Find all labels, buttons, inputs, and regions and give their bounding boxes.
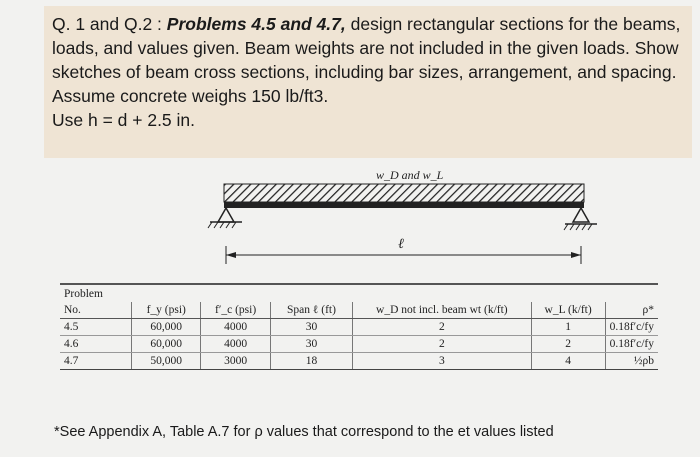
cell-wl: 1: [531, 319, 605, 336]
cell-rho: 0.18f′c/fy: [605, 319, 658, 336]
table-header-row-1: [60, 284, 658, 302]
cell-span: 30: [270, 336, 352, 353]
col-fc: f′_c (psi): [201, 302, 271, 319]
span-label: ℓ: [398, 237, 404, 252]
table-header-row-2: [60, 302, 658, 319]
cell-no: 4.6: [60, 336, 132, 353]
cell-fc: 4000: [201, 319, 271, 336]
problem-table: [60, 283, 658, 370]
col-rho: ρ*: [605, 302, 658, 319]
header-problem: Problem: [64, 287, 103, 300]
cell-no: 4.7: [60, 353, 132, 370]
cell-wd: 2: [353, 319, 531, 336]
question-assumption: Use h = d + 2.5 in.: [52, 110, 196, 130]
cell-wd: 3: [353, 353, 531, 370]
col-wl: w_L (k/ft): [531, 302, 605, 319]
cell-fc: 3000: [201, 353, 271, 370]
cell-fy: 60,000: [132, 319, 201, 336]
question-body: design rectangular sections for the beams, loads, and values given. Beam weights are not included in the given loads. Show sketches of beam cross sections, including bar sizes, arrangement, and spacing. Assume concrete weighs 150 lb/ft3.: [52, 14, 681, 106]
question-problems: Problems 4.5 and 4.7,: [166, 14, 346, 34]
col-wd: w_D not incl. beam wt (k/ft): [353, 302, 531, 319]
cell-no: 4.5: [60, 319, 132, 336]
cell-wd: 2: [353, 336, 531, 353]
left-support: [208, 208, 242, 228]
cell-rho: 0.18f′c/fy: [605, 336, 658, 353]
right-support: [564, 208, 597, 230]
cell-span: 30: [270, 319, 352, 336]
cell-fy: 50,000: [132, 353, 201, 370]
distributed-load: [224, 184, 584, 202]
footnote: *See Appendix A, Table A.7 for ρ values that correspond to the et values listed: [54, 424, 554, 440]
cell-wl: 4: [531, 353, 605, 370]
col-no: No.: [60, 302, 132, 319]
cell-fy: 60,000: [132, 336, 201, 353]
cell-fc: 4000: [201, 336, 271, 353]
cell-wl: 2: [531, 336, 605, 353]
beam: [224, 202, 584, 208]
table-row: [60, 353, 658, 370]
beam-diagram: [60, 162, 620, 282]
load-label: w_D and w_L: [376, 168, 444, 182]
question-box: [44, 6, 692, 158]
beam-figure: [60, 162, 620, 282]
table-row: [60, 319, 658, 336]
col-fy: f_y (psi): [132, 302, 201, 319]
cell-span: 18: [270, 353, 352, 370]
col-span: Span ℓ (ft): [270, 302, 352, 319]
table-row: [60, 336, 658, 353]
question-lead: Q. 1 and Q.2 :: [52, 14, 167, 34]
cell-rho: ½ρb: [605, 353, 658, 370]
